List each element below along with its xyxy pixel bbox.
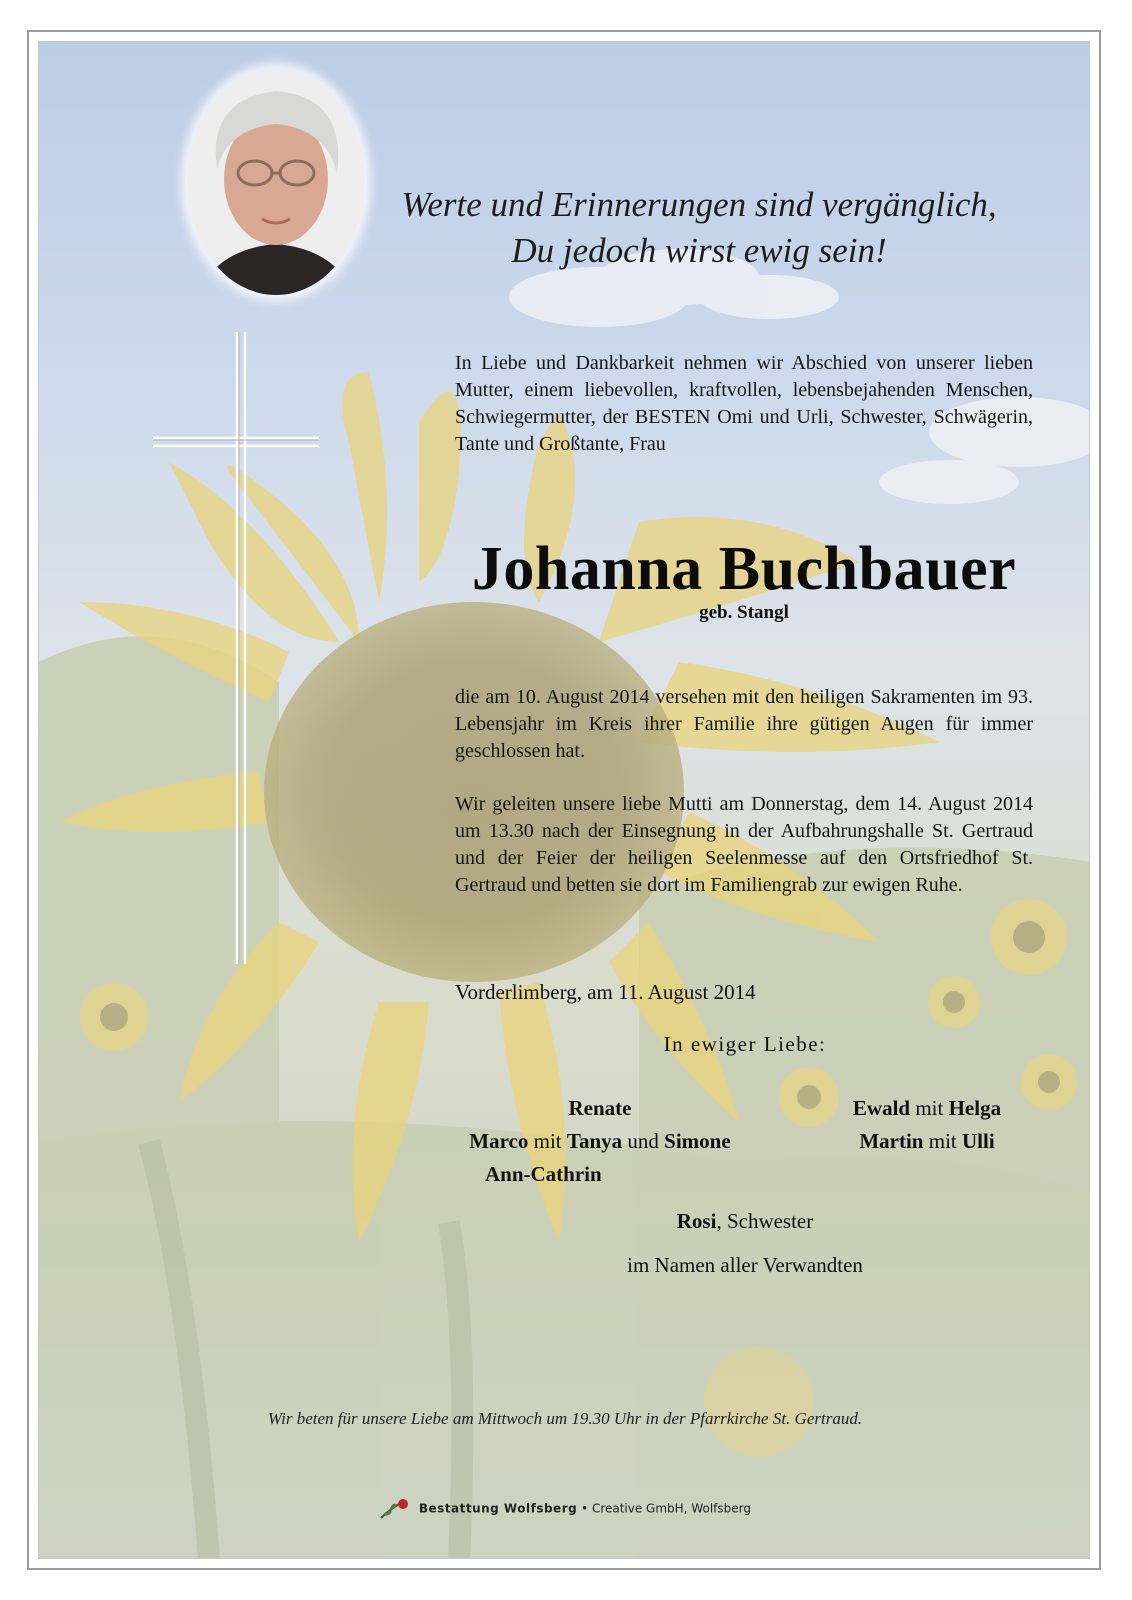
intro-paragraph: In Liebe und Dankbarkeit nehmen wir Abschied von unserer lieben Mutter, einem liebevollen, kraftvollen, lebensbejahenden Menschen, Schwiegermutter, der BESTEN Omi und Urli, Schwester, Schwägerin, Tante und Großtante, Frau: [455, 352, 1033, 455]
footer-company: Creative GmbH, Wolfsberg: [591, 1501, 751, 1516]
rosi-role: , Schwester: [716, 1209, 814, 1233]
deceased-name: Johanna Buchbauer: [471, 535, 1017, 603]
family-line-rosi: [455, 1205, 1035, 1238]
portrait-illustration: [187, 69, 365, 295]
motto-line-1: Werte und Erinnerungen sind vergänglich,: [401, 185, 997, 224]
cross-icon: [149, 332, 329, 972]
birth-name: geb. Stangl: [699, 602, 789, 623]
family-line-martin: [827, 1125, 1027, 1158]
place-date: Vorderlimberg, am 11. August 2014: [455, 980, 756, 1004]
deceased-portrait: [187, 69, 365, 295]
motto-line-2: Du jedoch wirst ewig sein!: [511, 231, 887, 270]
obituary-sheet: [38, 41, 1090, 1559]
mourner-tanya: Tanya: [566, 1129, 623, 1153]
mourner-simone: Simone: [664, 1129, 731, 1153]
funeral-paragraph: Wir geleiten unsere liebe Mutti am Donnerstag, dem 14. August 2014 um 13.30 nach der Einsegnung in der Aufbahrungshalle St. Gertraud und der Feier der heiligen Seelenmesse auf den Ortsfriedhof St. Gertraud und betten sie dort im Familiengrab zur ewigen Ruhe.: [455, 793, 1033, 896]
mourner-martin: Martin: [859, 1129, 924, 1153]
footer-separator: •: [581, 1501, 589, 1516]
mourner-helga: Helga: [948, 1096, 1002, 1120]
family-right-column: [827, 1092, 1027, 1158]
mourner-renate: Renate: [568, 1096, 632, 1120]
family-line-ewald: [827, 1092, 1027, 1125]
family-line-marco: [455, 1125, 745, 1158]
rose-logo-icon: [379, 1498, 415, 1520]
connector-mit: mit: [928, 1129, 957, 1153]
mourner-rosi: Rosi: [676, 1209, 717, 1233]
footer: [39, 1498, 1090, 1520]
prayer-notice: Wir beten für unsere Liebe am Mittwoch um 19.30 Uhr in der Pfarrkirche St. Gertraud.: [267, 1409, 863, 1428]
memorial-motto: [349, 182, 1049, 274]
eternal-love-heading: In ewiger Liebe:: [663, 1032, 827, 1056]
family-left-column: [455, 1092, 745, 1191]
mourner-marco: Marco: [469, 1129, 529, 1153]
family-line-anncathrin: [455, 1158, 745, 1191]
connector-mit: mit: [533, 1129, 562, 1153]
family-line-renate: [455, 1092, 745, 1125]
mourner-anncathrin: Ann-Cathrin: [485, 1162, 602, 1186]
connector-und: und: [627, 1129, 659, 1153]
passing-paragraph: die am 10. August 2014 versehen mit den heiligen Sakramenten im 93. Lebensjahr im Kreis ihrer Familie ihre gütigen Augen für immer geschlossen hat.: [455, 686, 1033, 762]
connector-mit: mit: [915, 1096, 944, 1120]
footer-brand: Bestattung Wolfsberg: [418, 1501, 578, 1516]
mourner-ewald: Ewald: [852, 1096, 911, 1120]
relatives-line: im Namen aller Verwandten: [627, 1253, 863, 1277]
mourner-ulli: Ulli: [962, 1129, 995, 1153]
